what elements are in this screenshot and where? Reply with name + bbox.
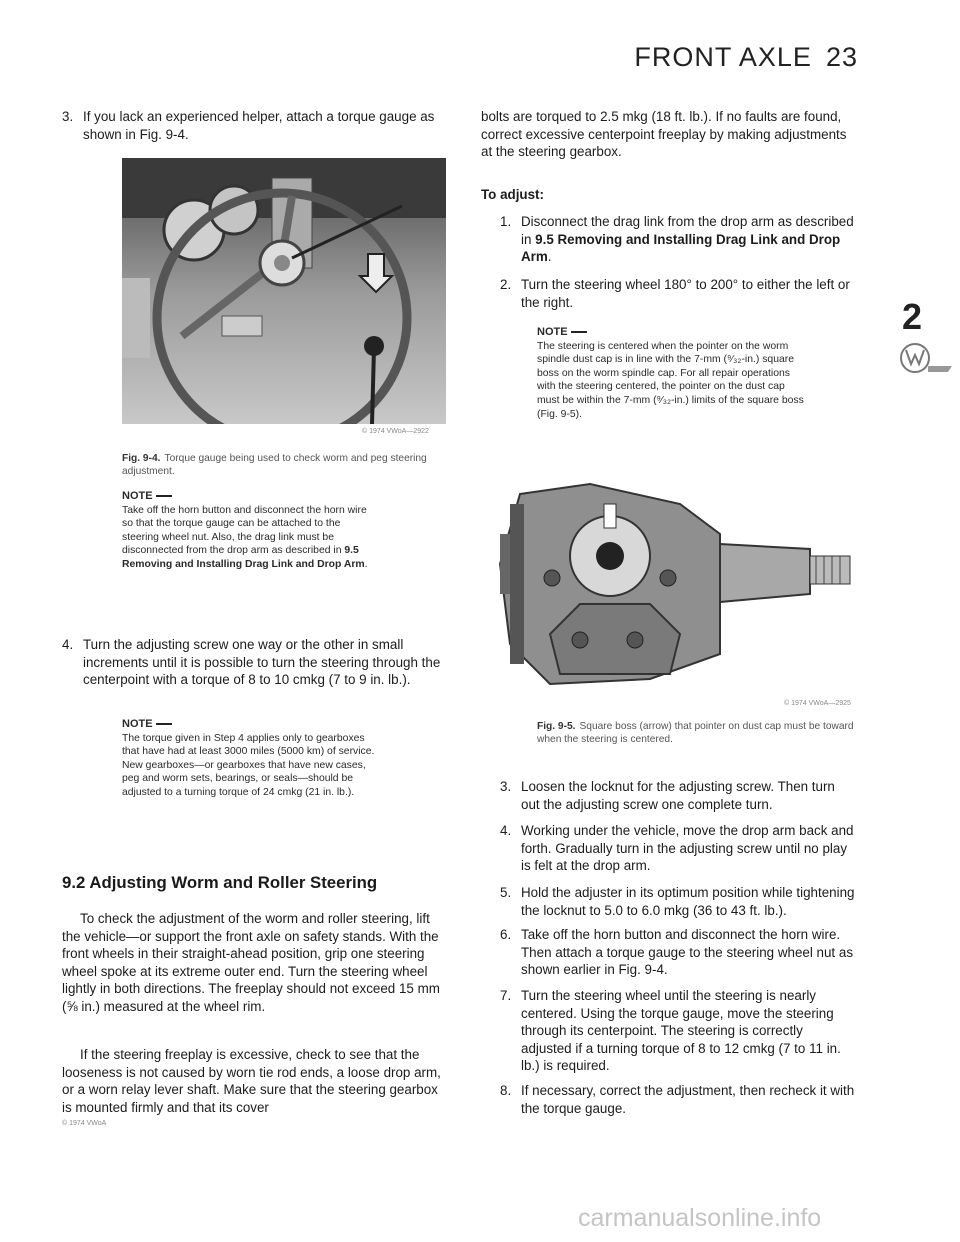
right-step-6: 6. Take off the horn button and disconnect the horn wire. Then attach a torque gauge to the steering wheel nut as shown earlier in Fig. 9-4. — [500, 927, 854, 978]
right-step-7: 7. Turn the steering wheel until the steering is nearly centered. Using the torque gauge, move the steering through its centerpoint. The steering is correctly adjusted if a turning torque of 8 to 12 cmkg (7 to 11 in. lb.) is required. — [500, 988, 841, 1074]
note-label: NOTE — [537, 326, 805, 340]
right-step-3: 3. Loosen the locknut for the adjusting screw. Then turn out the adjusting screw one complete turn. — [500, 779, 835, 812]
figure-9-4-label: Fig. 9-4. — [122, 453, 161, 464]
page-header — [634, 42, 858, 73]
left-step-3: 3. If you lack an experienced helper, attach a torque gauge as shown in Fig. 9-4. — [62, 109, 435, 142]
to-adjust-heading: To adjust: — [481, 187, 544, 202]
vw-logo-icon — [898, 340, 954, 378]
chapter-title: FRONT AXLE — [634, 42, 812, 72]
figure-9-5-credit: © 1974 VWoA—2925 — [784, 700, 851, 707]
watermark-text[interactable]: carmanualsonline.info — [578, 1204, 822, 1232]
right-step-1: 1. Disconnect the drag link from the drop arm as described in 9.5 Removing and Installing Drag Link and Drop Arm. — [500, 214, 854, 265]
para-freeplay-excessive: If the steering freeplay is excessive, check to see that the looseness is not caused by worn tie rod ends, a loose drop arm, or a worn relay lever shaft. Make sure that the steering gearbox is mounted firmly and that its cover — [62, 1047, 441, 1115]
right-step-8: 8. If necessary, correct the adjustment, then recheck it with the torque gauge. — [500, 1083, 855, 1116]
section-heading: 9.2 Adjusting Worm and Roller Steering — [62, 873, 378, 892]
figure-9-5-photo — [480, 474, 866, 698]
figure-9-4-photo — [122, 158, 446, 424]
page-footer-credit: © 1974 VWoA — [62, 1120, 107, 1127]
figure-9-4-caption — [122, 452, 446, 478]
left-step-4: 4. Turn the adjusting screw one way or the other in small increments until it is possible to turn the steering through the centerpoint with a torque of 8 to 10 cmkg (7 to 9 in. lb.). — [62, 637, 441, 688]
note-torque: NOTE The torque given in Step 4 applies only to gearboxes that have had at least 3000 miles (5000 km) of service. New gearboxes—or gearboxes that have new cases, peg and worm sets, bearings, or seals—should be adjusted to a turning torque of 24 cmkg (21 in. lb.). — [122, 718, 380, 800]
note-steering-centered: NOTE The steering is centered when the pointer on the worm spindle dust cap is in line with the 7-mm (⁹⁄₃₂-in.) square boss on the worm spindle cap. For all repair operations with the steering centered, the pointer on the dust cap must be within the 7-mm (⁹⁄₃₂-in.) limits of the square boss (Fig. 9-5). — [537, 326, 804, 420]
note-horn-button: NOTE Take off the horn button and disconnect the horn wire so that the torque gauge can be attached to the steering wheel nut. Also, the drag link must be disconnected from the drop arm as described in 9.5 Removing and Installing Drag Link and Drop Arm. — [122, 490, 374, 572]
figure-9-4-credit: © 1974 VWoA—2922 — [362, 428, 429, 435]
note-label: NOTE — [122, 490, 374, 504]
figure-9-5-label: Fig. 9-5. — [537, 721, 576, 732]
figure-9-5-caption-text: Square boss (arrow) that pointer on dust cap must be toward when the steering is centered. — [537, 721, 854, 746]
right-step-2: 2. Turn the steering wheel 180° to 200° to either the left or the right. — [500, 277, 850, 310]
figure-9-5-caption — [537, 720, 863, 746]
right-step-4: 4. Working under the vehicle, move the drop arm back and forth. Gradually turn in the adjusting screw until no play is felt at the drop arm. — [500, 823, 854, 874]
page-number: 23 — [825, 42, 858, 72]
note-label: NOTE — [122, 718, 380, 732]
para-freeplay-check: To check the adjustment of the worm and roller steering, lift the vehicle—or support the front axle on safety stands. With the front wheels in their straight-ahead position, grip one steering wheel spoke at its extreme outer end. Turn the steering wheel lightly in both directions. The freeplay should not exceed 15 mm (⅝ in.) measured at the wheel rim. — [62, 911, 440, 1014]
chapter-tab-number: 2 — [902, 296, 923, 337]
figure-9-4-caption-text: Torque gauge being used to check worm and peg steering adjustment. — [122, 453, 427, 478]
para-bolts-torqued: bolts are torqued to 2.5 mkg (18 ft. lb.). If no faults are found, correct excessive centerpoint freeplay by making adjustments at the steering gearbox. — [481, 109, 847, 160]
right-step-5: 5. Hold the adjuster in its optimum position while tightening the locknut to 5.0 to 6.0 mkg (36 to 43 ft. lb.). — [500, 885, 855, 918]
